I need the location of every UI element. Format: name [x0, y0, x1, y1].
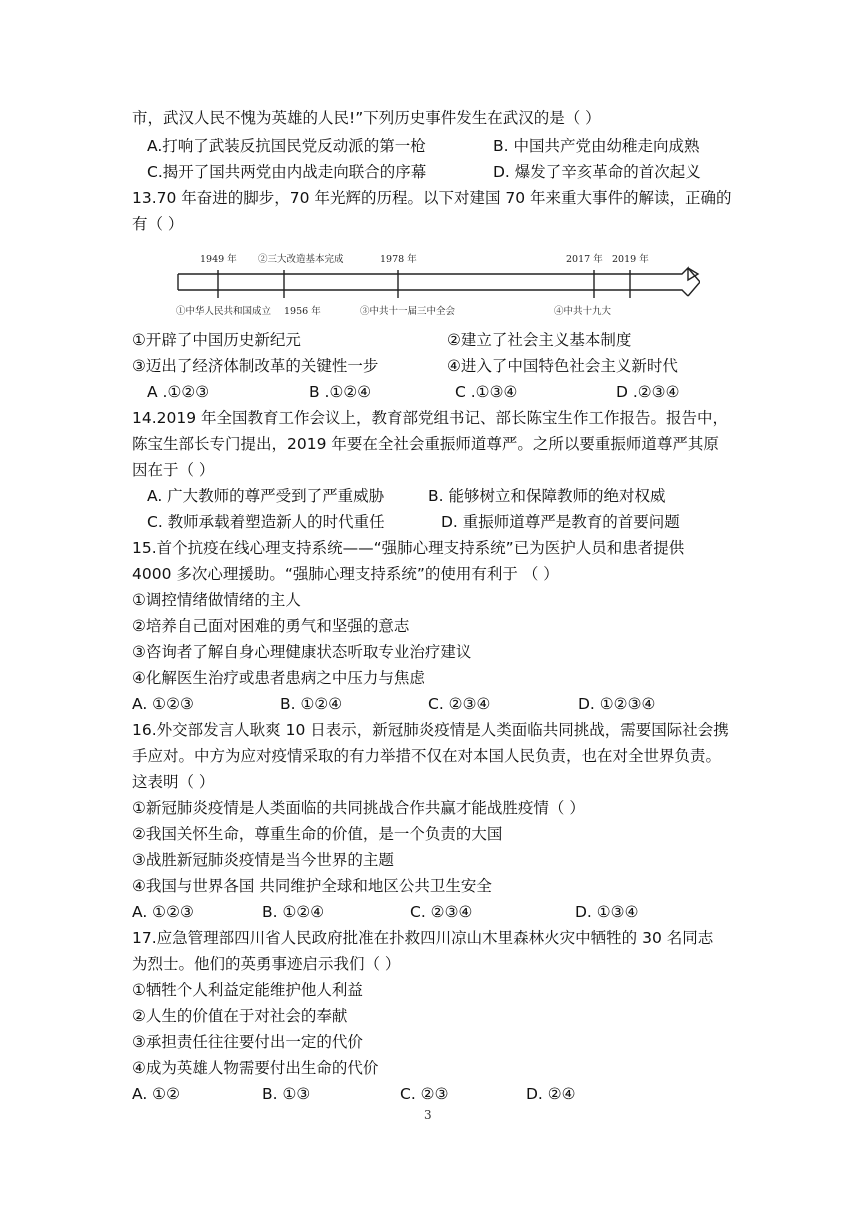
q12-stem-tail: 市，武汉人民不愧为英雄的人民!”下列历史事件发生在武汉的是（ ）	[132, 109, 601, 127]
q12-option-c: C.揭开了国共两党由内战走向联合的序幕	[147, 163, 427, 181]
q13-option-a: A .①②③	[147, 383, 210, 401]
q15-option-d: D. ①②③④	[578, 695, 656, 713]
q16-item-2: ②我国关怀生命，尊重生命的价值，是一个负责的大国	[132, 825, 503, 843]
timeline-bottom-label-1956: 1956 年	[284, 306, 321, 317]
q13-option-d: D .②③④	[616, 383, 680, 401]
q16-item-1: ①新冠肺炎疫情是人类面临的共同挑战合作共赢才能战胜疫情（ ）	[132, 799, 585, 817]
timeline-top-label-1978: 1978 年	[380, 254, 417, 265]
q17-item-4: ④成为英雄人物需要付出生命的代价	[132, 1059, 379, 1077]
timeline-top-label-1949: 1949 年	[200, 254, 237, 265]
q17-option-d: D. ②④	[526, 1085, 576, 1103]
q14-option-a: A. 广大教师的尊严受到了严重威胁	[147, 487, 385, 505]
q17-option-c: C. ②③	[400, 1085, 449, 1103]
q16-option-c: C. ②③④	[410, 903, 473, 921]
q16-option-b: B. ①②④	[262, 903, 325, 921]
timeline-bottom-label-event4: ④中共十九大	[554, 306, 612, 317]
q14-stem-line2: 陈宝生部长专门提出，2019 年要在全社会重振师道尊严。之所以要重振师道尊严其原	[132, 435, 719, 453]
q16-stem-line3: 这表明（ ）	[132, 773, 215, 791]
q16-stem-line1: 16.外交部发言人耿爽 10 日表示，新冠肺炎疫情是人类面临共同挑战，需要国际社会携	[132, 721, 729, 739]
page-number: 3	[424, 1108, 432, 1122]
q17-stem-line2: 为烈士。他们的英勇事迹启示我们（ ）	[132, 955, 401, 973]
q16-option-d: D. ①③④	[575, 903, 639, 921]
q14-stem-line3: 因在于（ ）	[132, 461, 215, 479]
q13-option-c: C .①③④	[455, 383, 518, 401]
timeline-top-label-2017: 2017 年	[566, 254, 603, 265]
q14-option-b: B. 能够树立和保障教师的绝对权威	[428, 487, 666, 505]
q17-option-a: A. ①②	[132, 1085, 180, 1103]
q16-item-4: ④我国与世界各国 共同维护全球和地区公共卫生安全	[132, 877, 492, 895]
q14-option-c: C. 教师承载着塑造新人的时代重任	[147, 513, 385, 531]
q15-option-b: B. ①②④	[280, 695, 343, 713]
q17-stem-line1: 17.应急管理部四川省人民政府批准在扑救四川凉山木里森林火灾中牺牲的 30 名同志	[132, 929, 714, 947]
q13-item-1: ①开辟了中国历史新纪元	[132, 331, 301, 349]
q12-option-b: B. 中国共产党由幼稚走向成熟	[493, 137, 700, 155]
q15-stem-line2: 4000 多次心理援助。“强肺心理支持系统”的使用有利于 （ ）	[132, 565, 559, 583]
q15-stem-line1: 15.首个抗疫在线心理支持系统——“强肺心理支持系统”已为医护人员和患者提供	[132, 539, 685, 557]
q14-stem-line1: 14.2019 年全国教育工作会议上，教育部党组书记、部长陈宝生作工作报告。报告中，	[132, 409, 729, 427]
q13-timeline-figure	[170, 244, 700, 322]
q13-stem-line2: 有（ ）	[132, 215, 184, 233]
q17-option-b: B. ①③	[262, 1085, 311, 1103]
q16-stem-line2: 手应对。中方为应对疫情采取的有力举措不仅在对本国人民负责，也在对全世界负责。	[132, 747, 722, 765]
q14-option-d: D. 重振师道尊严是教育的首要问题	[441, 513, 680, 531]
timeline-bottom-label-event3: ③中共十一届三中全会	[360, 306, 456, 317]
q15-item-1: ①调控情绪做情绪的主人	[132, 591, 301, 609]
timeline-top-label-event2: ②三大改造基本完成	[258, 254, 344, 265]
timeline-bottom-label-event1: ①中华人民共和国成立	[176, 306, 272, 317]
q15-option-a: A. ①②③	[132, 695, 194, 713]
q15-item-2: ②培养自己面对困难的勇气和坚强的意志	[132, 617, 410, 635]
q13-item-3: ③迈出了经济体制改革的关键性一步	[132, 357, 379, 375]
q15-item-4: ④化解医生治疗或患者患病之中压力与焦虑	[132, 669, 425, 687]
q15-item-3: ③咨询者了解自身心理健康状态听取专业治疗建议	[132, 643, 472, 661]
q16-item-3: ③战胜新冠肺炎疫情是当今世界的主题	[132, 851, 394, 869]
q17-item-2: ②人生的价值在于对社会的奉献	[132, 1007, 348, 1025]
q17-item-3: ③承担责任往往要付出一定的代价	[132, 1033, 363, 1051]
q13-item-2: ②建立了社会主义基本制度	[447, 331, 632, 349]
q15-option-c: C. ②③④	[428, 695, 491, 713]
q13-option-b: B .①②④	[309, 383, 372, 401]
q12-option-d: D. 爆发了辛亥革命的首次起义	[493, 163, 701, 181]
timeline-top-label-2019: 2019 年	[612, 254, 649, 265]
q16-option-a: A. ①②③	[132, 903, 194, 921]
q17-item-1: ①牺牲个人利益定能维护他人利益	[132, 981, 363, 999]
q13-stem-line1: 13.70 年奋进的脚步，70 年光辉的历程。以下对建国 70 年来重大事件的解读，正确的	[132, 189, 732, 207]
q13-item-4: ④进入了中国特色社会主义新时代	[447, 357, 678, 375]
q12-option-a: A.打响了武装反抗国民党反动派的第一枪	[147, 137, 426, 155]
